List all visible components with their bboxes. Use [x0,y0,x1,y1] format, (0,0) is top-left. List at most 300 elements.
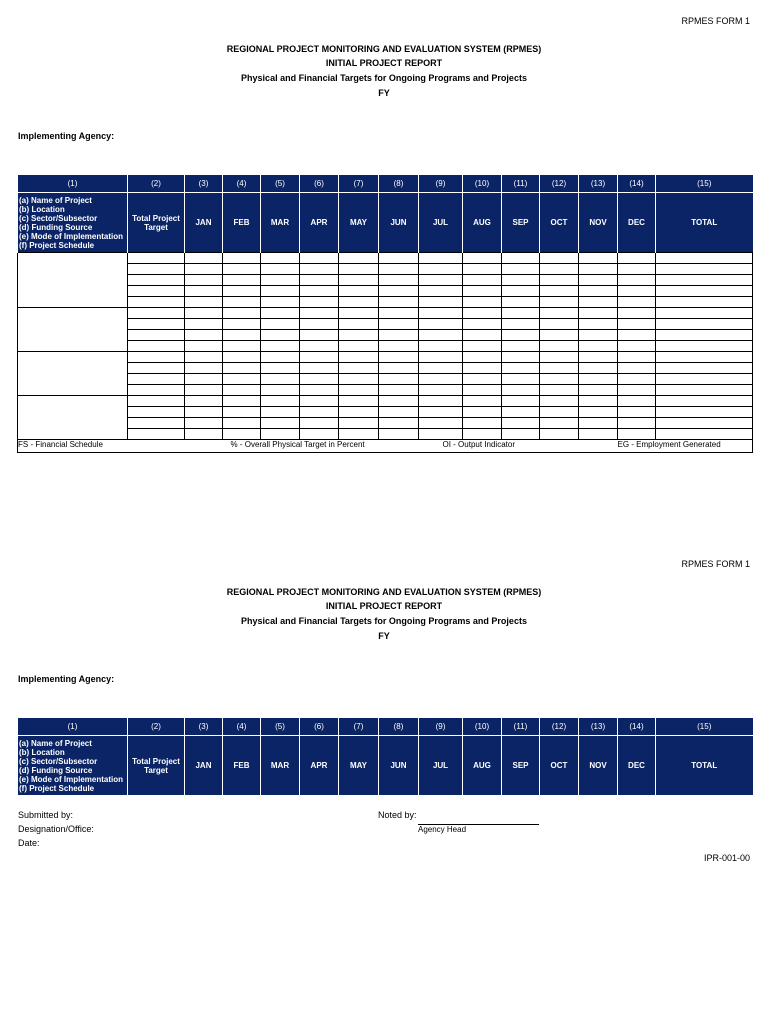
data-cell[interactable] [579,319,618,330]
table-row [18,352,753,363]
data-cell[interactable] [128,275,185,286]
data-cell[interactable] [128,396,185,407]
data-cell[interactable] [502,286,540,297]
data-cell[interactable] [540,264,579,275]
data-cell[interactable] [300,429,339,440]
data-cell[interactable] [618,297,656,308]
data-cell[interactable] [300,374,339,385]
column-number: (4) [223,718,261,736]
data-cell[interactable] [379,407,419,418]
data-cell[interactable] [540,341,579,352]
data-cell[interactable] [463,330,502,341]
data-cell[interactable] [656,286,753,297]
data-cell[interactable] [339,418,379,429]
data-cell[interactable] [223,319,261,330]
data-cell[interactable] [261,407,300,418]
data-cell[interactable] [463,264,502,275]
data-cell[interactable] [579,275,618,286]
data-cell[interactable] [128,264,185,275]
data-cell[interactable] [223,297,261,308]
column-number: (15) [656,718,753,736]
report-subtitle: Physical and Financial Targets for Ongoing Programs and Projects [241,616,527,626]
data-cell[interactable] [579,385,618,396]
data-cell[interactable] [185,374,223,385]
data-cell[interactable] [223,418,261,429]
data-cell[interactable] [223,286,261,297]
data-cell[interactable] [540,319,579,330]
data-cell[interactable] [419,363,463,374]
data-cell[interactable] [379,363,419,374]
data-cell[interactable] [618,418,656,429]
data-cell[interactable] [419,341,463,352]
data-cell[interactable] [579,418,618,429]
column-number: (1) [18,718,128,736]
column-header: SEP [502,193,540,253]
data-cell[interactable] [463,407,502,418]
data-cell[interactable] [540,275,579,286]
data-cell[interactable] [261,319,300,330]
data-cell[interactable] [540,429,579,440]
data-cell[interactable] [419,253,463,264]
data-cell[interactable] [463,374,502,385]
table-row [18,385,753,396]
implementing-agency-label: Implementing Agency: [18,674,115,684]
data-cell[interactable] [463,352,502,363]
project-cell[interactable] [18,352,128,396]
table-row [18,253,753,264]
data-cell[interactable] [502,385,540,396]
data-cell[interactable] [128,385,185,396]
data-cell[interactable] [618,341,656,352]
column-header: DEC [618,193,656,253]
column-header: JAN [185,736,223,796]
data-cell[interactable] [419,330,463,341]
designation-label: Designation/Office: [18,824,94,834]
data-cell[interactable] [300,297,339,308]
data-cell[interactable] [463,429,502,440]
data-cell[interactable] [379,352,419,363]
column-header: AUG [463,193,502,253]
data-cell[interactable] [185,275,223,286]
data-cell[interactable] [618,286,656,297]
data-cell[interactable] [185,264,223,275]
data-cell[interactable] [579,396,618,407]
data-cell[interactable] [339,363,379,374]
data-cell[interactable] [300,396,339,407]
data-cell[interactable] [579,407,618,418]
data-cell[interactable] [579,308,618,319]
data-cell[interactable] [261,385,300,396]
data-cell[interactable] [656,429,753,440]
data-cell[interactable] [379,429,419,440]
table-row [18,319,753,330]
column-header: OCT [540,193,579,253]
data-cell[interactable] [656,341,753,352]
data-cell[interactable] [261,308,300,319]
data-cell[interactable] [223,374,261,385]
column-number: (13) [579,718,618,736]
column-header: MAY [339,736,379,796]
data-cell[interactable] [339,407,379,418]
data-cell[interactable] [502,396,540,407]
data-cell[interactable] [339,374,379,385]
data-cell[interactable] [463,286,502,297]
column-header: TOTAL [656,736,753,796]
data-cell[interactable] [185,330,223,341]
data-cell[interactable] [223,264,261,275]
data-cell[interactable] [185,396,223,407]
legend-item: OI - Output Indicator [419,440,618,453]
data-cell[interactable] [502,253,540,264]
data-cell[interactable] [185,297,223,308]
table-row [18,374,753,385]
data-cell[interactable] [618,330,656,341]
data-cell[interactable] [300,319,339,330]
data-cell[interactable] [540,407,579,418]
data-cell[interactable] [419,396,463,407]
data-cell[interactable] [128,429,185,440]
data-cell[interactable] [185,308,223,319]
data-cell[interactable] [300,407,339,418]
data-cell[interactable] [379,297,419,308]
data-cell[interactable] [656,330,753,341]
data-cell[interactable] [502,407,540,418]
column-header: MAY [339,193,379,253]
data-cell[interactable] [502,264,540,275]
data-cell[interactable] [579,264,618,275]
data-cell[interactable] [540,352,579,363]
column-header: OCT [540,736,579,796]
data-cell[interactable] [223,352,261,363]
data-cell[interactable] [300,308,339,319]
data-cell[interactable] [502,429,540,440]
data-cell[interactable] [656,308,753,319]
data-cell[interactable] [540,286,579,297]
data-cell[interactable] [339,253,379,264]
data-cell[interactable] [185,418,223,429]
data-cell[interactable] [379,418,419,429]
data-cell[interactable] [223,330,261,341]
data-cell[interactable] [300,341,339,352]
data-cell[interactable] [300,330,339,341]
data-cell[interactable] [463,297,502,308]
data-cell[interactable] [656,418,753,429]
data-cell[interactable] [463,253,502,264]
data-cell[interactable] [128,363,185,374]
column-number: (15) [656,175,753,193]
data-cell[interactable] [339,319,379,330]
data-cell[interactable] [419,319,463,330]
data-cell[interactable] [502,374,540,385]
data-cell[interactable] [618,352,656,363]
data-cell[interactable] [502,352,540,363]
column-number: (2) [128,175,185,193]
agency-head-label: Agency Head [418,825,467,834]
data-cell[interactable] [339,385,379,396]
report-type-title: INITIAL PROJECT REPORT [325,58,443,68]
data-cell[interactable] [128,407,185,418]
data-cell[interactable] [579,363,618,374]
data-cell[interactable] [261,418,300,429]
data-cell[interactable] [379,319,419,330]
data-cell[interactable] [656,396,753,407]
column-header: JUL [419,736,463,796]
data-cell[interactable] [540,253,579,264]
data-cell[interactable] [540,297,579,308]
data-cell[interactable] [223,429,261,440]
data-cell[interactable] [379,275,419,286]
data-cell[interactable] [128,418,185,429]
data-cell[interactable] [419,385,463,396]
data-cell[interactable] [579,330,618,341]
data-cell[interactable] [656,374,753,385]
data-cell[interactable] [261,286,300,297]
data-cell[interactable] [463,418,502,429]
legend-item: % - Overall Physical Target in Percent [223,440,419,453]
table-row [18,418,753,429]
data-cell[interactable] [300,385,339,396]
data-cell[interactable] [419,264,463,275]
report-type-title: INITIAL PROJECT REPORT [325,601,443,611]
data-cell[interactable] [128,286,185,297]
data-cell[interactable] [261,374,300,385]
data-cell[interactable] [300,264,339,275]
data-cell[interactable] [261,264,300,275]
legend-item: EG - Employment Generated [618,440,753,453]
data-cell[interactable] [463,385,502,396]
column-header: AUG [463,736,502,796]
data-cell[interactable] [463,275,502,286]
project-cell[interactable] [18,396,128,440]
data-cell[interactable] [419,352,463,363]
data-cell[interactable] [128,308,185,319]
data-cell[interactable] [185,407,223,418]
data-cell[interactable] [419,407,463,418]
data-cell[interactable] [540,418,579,429]
data-cell[interactable] [656,297,753,308]
data-cell[interactable] [618,264,656,275]
data-cell[interactable] [339,275,379,286]
project-field-label: (d) Funding Source [19,222,93,232]
data-cell[interactable] [379,374,419,385]
data-cell[interactable] [419,275,463,286]
data-cell[interactable] [618,253,656,264]
data-cell[interactable] [379,253,419,264]
data-cell[interactable] [185,352,223,363]
column-number: (12) [540,175,579,193]
form-label: RPMES FORM 1 [681,16,750,26]
data-cell[interactable] [579,253,618,264]
data-cell[interactable] [128,374,185,385]
data-cell[interactable] [128,352,185,363]
column-number: (5) [261,718,300,736]
data-cell[interactable] [579,297,618,308]
table-row [18,341,753,352]
data-cell[interactable] [261,363,300,374]
data-cell[interactable] [502,308,540,319]
data-cell[interactable] [463,363,502,374]
column-number: (9) [419,718,463,736]
column-number: (1) [18,175,128,193]
data-cell[interactable] [618,407,656,418]
table-row [18,286,753,297]
data-cell[interactable] [656,319,753,330]
data-cell[interactable] [300,286,339,297]
fiscal-year-label: FY [378,631,390,641]
project-field-label: (f) Project Schedule [19,783,95,793]
column-header: JUN [379,193,419,253]
data-cell[interactable] [261,396,300,407]
data-cell[interactable] [300,363,339,374]
data-cell[interactable] [502,319,540,330]
data-cell[interactable] [579,429,618,440]
data-cell[interactable] [502,418,540,429]
data-cell[interactable] [185,363,223,374]
column-number: (10) [463,718,502,736]
data-cell[interactable] [656,275,753,286]
data-cell[interactable] [579,374,618,385]
data-cell[interactable] [656,407,753,418]
data-cell[interactable] [339,341,379,352]
project-cell[interactable] [18,308,128,352]
data-cell[interactable] [502,363,540,374]
data-cell[interactable] [185,253,223,264]
data-cell[interactable] [223,407,261,418]
project-field-label: (f) Project Schedule [19,240,95,250]
data-cell[interactable] [540,374,579,385]
data-cell[interactable] [223,396,261,407]
table-row [18,297,753,308]
data-cell[interactable] [261,352,300,363]
data-cell[interactable] [656,264,753,275]
data-cell[interactable] [540,330,579,341]
data-cell[interactable] [261,297,300,308]
column-header: JUL [419,193,463,253]
data-cell[interactable] [300,418,339,429]
data-cell[interactable] [463,319,502,330]
data-cell[interactable] [261,330,300,341]
data-cell[interactable] [618,319,656,330]
project-cell[interactable] [18,253,128,308]
data-cell[interactable] [419,374,463,385]
data-cell[interactable] [261,341,300,352]
data-cell[interactable] [223,253,261,264]
data-cell[interactable] [502,330,540,341]
data-cell[interactable] [185,341,223,352]
data-cell[interactable] [618,429,656,440]
data-cell[interactable] [379,308,419,319]
data-cell[interactable] [339,352,379,363]
data-cell[interactable] [656,363,753,374]
data-cell[interactable] [618,363,656,374]
project-field-label: (d) Funding Source [19,765,93,775]
data-cell[interactable] [540,308,579,319]
data-cell[interactable] [379,330,419,341]
data-cell[interactable] [339,308,379,319]
data-cell[interactable] [618,275,656,286]
project-field-label: (e) Mode of Implementation [19,774,123,784]
data-cell[interactable] [261,429,300,440]
data-cell[interactable] [618,374,656,385]
data-cell[interactable] [128,341,185,352]
data-cell[interactable] [223,341,261,352]
data-cell[interactable] [419,418,463,429]
data-cell[interactable] [656,253,753,264]
data-cell[interactable] [540,385,579,396]
legend-row [18,440,753,453]
column-header: MAR [261,193,300,253]
data-cell[interactable] [419,297,463,308]
data-cell[interactable] [300,352,339,363]
data-cell[interactable] [540,396,579,407]
data-cell[interactable] [579,341,618,352]
data-cell[interactable] [223,363,261,374]
data-cell[interactable] [419,286,463,297]
data-cell[interactable] [579,286,618,297]
data-cell[interactable] [379,341,419,352]
data-cell[interactable] [339,286,379,297]
data-cell[interactable] [300,275,339,286]
data-cell[interactable] [339,264,379,275]
data-cell[interactable] [419,429,463,440]
column-number: (8) [379,175,419,193]
column-header: JUN [379,736,419,796]
data-cell[interactable] [261,275,300,286]
data-cell[interactable] [463,308,502,319]
report-system-title: REGIONAL PROJECT MONITORING AND EVALUATION SYSTEM (RPMES) [226,44,542,54]
data-cell[interactable] [502,275,540,286]
data-cell[interactable] [379,264,419,275]
data-cell[interactable] [223,275,261,286]
fiscal-year-label: FY [378,88,390,98]
data-cell[interactable] [618,396,656,407]
data-cell[interactable] [223,385,261,396]
data-cell[interactable] [339,396,379,407]
data-cell[interactable] [128,253,185,264]
data-cell[interactable] [379,286,419,297]
data-cell[interactable] [300,253,339,264]
data-cell[interactable] [339,429,379,440]
report-subtitle: Physical and Financial Targets for Ongoing Programs and Projects [241,73,527,83]
data-cell[interactable] [223,308,261,319]
data-cell[interactable] [185,429,223,440]
data-cell[interactable] [618,308,656,319]
data-cell[interactable] [339,297,379,308]
data-cell[interactable] [502,297,540,308]
data-cell[interactable] [540,363,579,374]
data-cell[interactable] [502,341,540,352]
data-cell[interactable] [463,396,502,407]
data-cell[interactable] [656,352,753,363]
data-cell[interactable] [185,385,223,396]
data-cell[interactable] [339,330,379,341]
data-cell[interactable] [463,341,502,352]
data-cell[interactable] [656,385,753,396]
data-cell[interactable] [185,286,223,297]
data-cell[interactable] [128,330,185,341]
targets-table [17,175,753,453]
data-cell[interactable] [128,319,185,330]
data-cell[interactable] [419,308,463,319]
data-cell[interactable] [261,253,300,264]
data-cell[interactable] [379,396,419,407]
data-cell[interactable] [128,297,185,308]
data-cell[interactable] [618,385,656,396]
data-cell[interactable] [379,385,419,396]
project-field-label: (e) Mode of Implementation [19,231,123,241]
data-cell[interactable] [579,352,618,363]
data-cell[interactable] [185,319,223,330]
